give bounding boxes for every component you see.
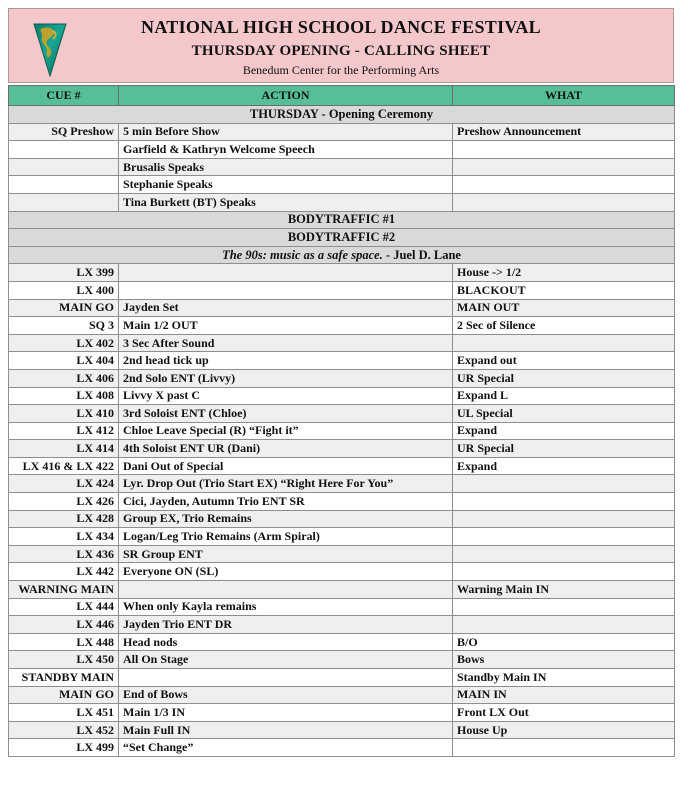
column-header-what: WHAT xyxy=(453,86,675,106)
table-row xyxy=(9,387,675,405)
action-cell: Head nods xyxy=(119,633,453,651)
section-title: BODYTRAFFIC #1 xyxy=(9,211,675,229)
what-cell: Warning Main IN xyxy=(453,581,675,599)
title-header-block xyxy=(8,8,674,83)
cue-cell: MAIN GO xyxy=(9,686,119,704)
table-row xyxy=(9,317,675,335)
what-cell: MAIN IN xyxy=(453,686,675,704)
cue-cell: LX 406 xyxy=(9,369,119,387)
action-cell: All On Stage xyxy=(119,651,453,669)
cue-cell: LX 400 xyxy=(9,281,119,299)
cue-cell: MAIN GO xyxy=(9,299,119,317)
cue-cell: LX 404 xyxy=(9,352,119,370)
cue-cell: LX 444 xyxy=(9,598,119,616)
table-row xyxy=(9,422,675,440)
table-row xyxy=(9,281,675,299)
table-row xyxy=(9,598,675,616)
action-cell: Brusalis Speaks xyxy=(119,158,453,176)
cue-cell: SQ Preshow xyxy=(9,123,119,141)
action-cell: 2nd head tick up xyxy=(119,352,453,370)
action-cell xyxy=(119,281,453,299)
section-title: The 90s: music as a safe space. - Juel D. Lane xyxy=(9,246,675,264)
action-cell: Everyone ON (SL) xyxy=(119,563,453,581)
what-cell: Front LX Out xyxy=(453,704,675,722)
cue-table-body xyxy=(9,106,675,757)
what-cell xyxy=(453,158,675,176)
action-cell: Jayden Set xyxy=(119,299,453,317)
page-title: NATIONAL HIGH SCHOOL DANCE FESTIVAL xyxy=(141,17,541,37)
action-cell: Chloe Leave Special (R) “Fight it” xyxy=(119,422,453,440)
table-row xyxy=(9,369,675,387)
cue-cell: LX 399 xyxy=(9,264,119,282)
cue-cell: LX 434 xyxy=(9,528,119,546)
table-row xyxy=(9,721,675,739)
what-cell: Bows xyxy=(453,651,675,669)
calling-sheet-page xyxy=(8,0,674,757)
cue-cell: LX 499 xyxy=(9,739,119,757)
what-cell: UR Special xyxy=(453,440,675,458)
what-cell: Expand L xyxy=(453,387,675,405)
cue-cell xyxy=(9,158,119,176)
section-title: BODYTRAFFIC #2 xyxy=(9,229,675,247)
what-cell xyxy=(453,334,675,352)
table-row xyxy=(9,158,675,176)
table-row xyxy=(9,405,675,423)
action-cell: 3 Sec After Sound xyxy=(119,334,453,352)
action-cell: Logan/Leg Trio Remains (Arm Spiral) xyxy=(119,528,453,546)
action-cell: 2nd Solo ENT (Livvy) xyxy=(119,369,453,387)
cue-cell: STANDBY MAIN xyxy=(9,669,119,687)
action-cell xyxy=(119,581,453,599)
what-cell: 2 Sec of Silence xyxy=(453,317,675,335)
action-cell: Cici, Jayden, Autumn Trio ENT SR xyxy=(119,493,453,511)
what-cell xyxy=(453,475,675,493)
action-cell: 4th Soloist ENT UR (Dani) xyxy=(119,440,453,458)
cue-cell: LX 448 xyxy=(9,633,119,651)
action-cell: 5 min Before Show xyxy=(119,123,453,141)
table-row xyxy=(9,616,675,634)
table-row xyxy=(9,493,675,511)
action-cell: Tina Burkett (BT) Speaks xyxy=(119,193,453,211)
section-band-row xyxy=(9,246,675,264)
action-cell: Main 1/2 OUT xyxy=(119,317,453,335)
what-cell xyxy=(453,545,675,563)
action-cell: Garfield & Kathryn Welcome Speech xyxy=(119,141,453,159)
table-row xyxy=(9,264,675,282)
what-cell xyxy=(453,141,675,159)
table-row xyxy=(9,123,675,141)
what-cell: Expand xyxy=(453,457,675,475)
table-row xyxy=(9,334,675,352)
table-row xyxy=(9,739,675,757)
table-row xyxy=(9,651,675,669)
cue-cell: LX 426 xyxy=(9,493,119,511)
table-row xyxy=(9,528,675,546)
what-cell xyxy=(453,739,675,757)
what-cell: Standby Main IN xyxy=(453,669,675,687)
action-cell: 3rd Soloist ENT (Chloe) xyxy=(119,405,453,423)
what-cell xyxy=(453,510,675,528)
table-row xyxy=(9,176,675,194)
what-cell xyxy=(453,193,675,211)
page-subtitle: THURSDAY OPENING - CALLING SHEET xyxy=(191,43,491,59)
action-cell: Main Full IN xyxy=(119,721,453,739)
cue-cell: LX 446 xyxy=(9,616,119,634)
action-cell: SR Group ENT xyxy=(119,545,453,563)
venue-line: Benedum Center for the Performing Arts xyxy=(242,63,440,77)
table-row xyxy=(9,581,675,599)
table-row xyxy=(9,457,675,475)
what-cell xyxy=(453,493,675,511)
what-cell: B/O xyxy=(453,633,675,651)
what-cell xyxy=(453,616,675,634)
cue-cell: LX 452 xyxy=(9,721,119,739)
action-cell xyxy=(119,669,453,687)
section-band-row xyxy=(9,106,675,124)
what-cell: House -> 1/2 xyxy=(453,264,675,282)
action-cell xyxy=(119,264,453,282)
action-cell: Main 1/3 IN xyxy=(119,704,453,722)
section-band-row xyxy=(9,229,675,247)
cue-cell: LX 414 xyxy=(9,440,119,458)
cue-cell: LX 402 xyxy=(9,334,119,352)
table-row xyxy=(9,141,675,159)
action-cell: Dani Out of Special xyxy=(119,457,453,475)
cue-table xyxy=(8,85,675,757)
action-cell: Jayden Trio ENT DR xyxy=(119,616,453,634)
column-header-cue: CUE # xyxy=(9,86,119,106)
cue-cell: LX 408 xyxy=(9,387,119,405)
cue-cell: LX 442 xyxy=(9,563,119,581)
action-cell: End of Bows xyxy=(119,686,453,704)
cue-cell xyxy=(9,193,119,211)
table-row xyxy=(9,686,675,704)
table-row xyxy=(9,669,675,687)
section-title: THURSDAY - Opening Ceremony xyxy=(9,106,675,124)
column-header-action: ACTION xyxy=(119,86,453,106)
cue-cell: LX 451 xyxy=(9,704,119,722)
cue-cell: LX 412 xyxy=(9,422,119,440)
what-cell xyxy=(453,528,675,546)
table-row xyxy=(9,545,675,563)
cue-cell xyxy=(9,141,119,159)
table-row xyxy=(9,352,675,370)
what-cell: House Up xyxy=(453,721,675,739)
what-cell: UR Special xyxy=(453,369,675,387)
cue-cell xyxy=(9,176,119,194)
action-cell: Stephanie Speaks xyxy=(119,176,453,194)
cue-cell: LX 428 xyxy=(9,510,119,528)
cue-cell: LX 410 xyxy=(9,405,119,423)
cue-cell: SQ 3 xyxy=(9,317,119,335)
what-cell xyxy=(453,176,675,194)
table-row xyxy=(9,510,675,528)
cue-cell: WARNING MAIN xyxy=(9,581,119,599)
cue-cell: LX 424 xyxy=(9,475,119,493)
table-row xyxy=(9,704,675,722)
cue-cell: LX 450 xyxy=(9,651,119,669)
what-cell: BLACKOUT xyxy=(453,281,675,299)
what-cell xyxy=(453,598,675,616)
cue-cell: LX 436 xyxy=(9,545,119,563)
what-cell: Expand xyxy=(453,422,675,440)
column-header-row xyxy=(9,86,675,106)
what-cell xyxy=(453,563,675,581)
action-cell: Livvy X past C xyxy=(119,387,453,405)
table-row xyxy=(9,563,675,581)
action-cell: “Set Change” xyxy=(119,739,453,757)
action-cell: When only Kayla remains xyxy=(119,598,453,616)
what-cell: Expand out xyxy=(453,352,675,370)
dance-festival-logo-icon xyxy=(33,23,67,77)
cue-table-header xyxy=(9,86,675,106)
action-cell: Lyr. Drop Out (Trio Start EX) “Right Here For You” xyxy=(119,475,453,493)
what-cell: Preshow Announcement xyxy=(453,123,675,141)
table-row xyxy=(9,633,675,651)
table-row xyxy=(9,440,675,458)
table-row xyxy=(9,299,675,317)
cue-cell: LX 416 & LX 422 xyxy=(9,457,119,475)
action-cell: Group EX, Trio Remains xyxy=(119,510,453,528)
section-band-row xyxy=(9,211,675,229)
what-cell: MAIN OUT xyxy=(453,299,675,317)
table-row xyxy=(9,193,675,211)
table-row xyxy=(9,475,675,493)
what-cell: UL Special xyxy=(453,405,675,423)
